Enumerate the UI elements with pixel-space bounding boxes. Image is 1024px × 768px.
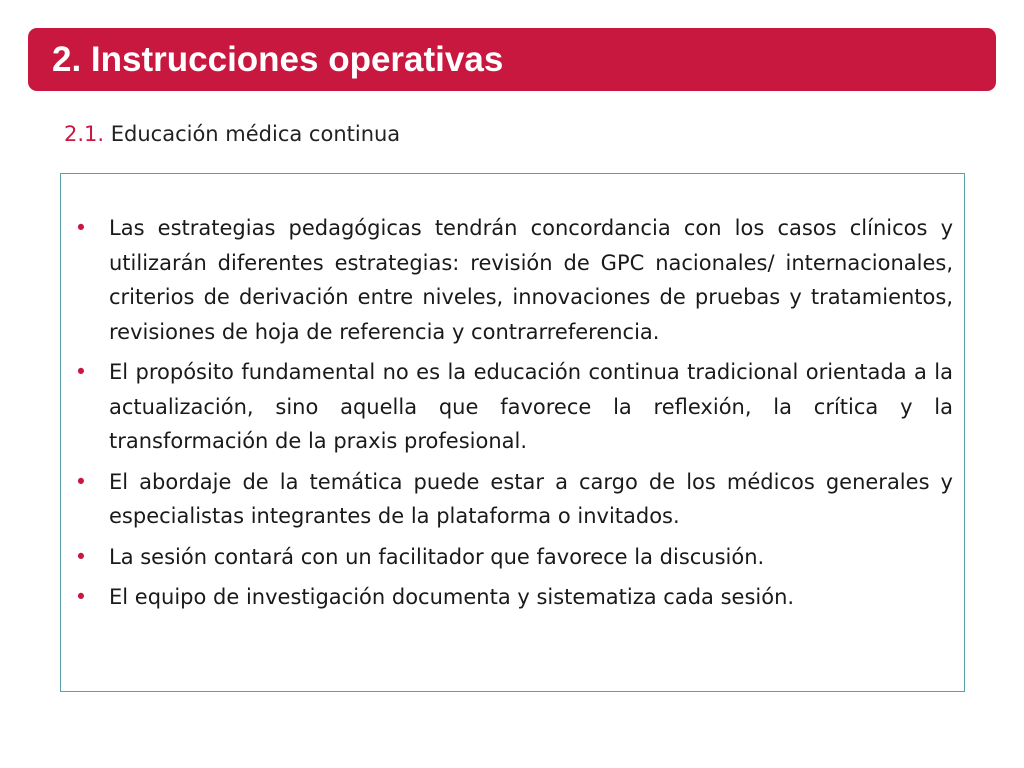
bullet-text: El equipo de investigación documenta y sistematiza cada sesión. <box>109 585 795 609</box>
bullet-text: La sesión contará con un facilitador que favorece la discusión. <box>109 544 765 569</box>
bullet-icon: • <box>74 360 88 384</box>
title-bar <box>28 28 996 91</box>
section-subtitle <box>64 119 400 149</box>
subtitle-text: Educación médica continua <box>104 122 401 146</box>
bullet-icon: • <box>74 469 88 494</box>
bullet-icon: • <box>74 544 88 569</box>
bullet-text: El propósito fundamental no es la educación continua tradicional orientada a la actualización, sino aquella que favorece la reflexión, la crítica y la transformación de la praxis profesional. <box>109 360 953 453</box>
list-item <box>61 580 964 615</box>
bullet-list <box>61 211 964 621</box>
list-item <box>61 465 964 534</box>
slide-title: 2. Instrucciones operativas <box>52 40 504 79</box>
bullet-text: El abordaje de la temática puede estar a cargo de los médicos generales y especialistas integrantes de la plataforma o invitados. <box>109 469 953 528</box>
subtitle-number: 2.1. <box>64 122 105 146</box>
list-item <box>61 211 964 349</box>
bullet-icon: • <box>74 585 88 609</box>
content-box <box>60 173 965 692</box>
bullet-text: Las estrategias pedagógicas tendrán concordancia con los casos clínicos y utilizarán diferentes estrategias: revisión de GPC nacionales/ internacionales, criterios de derivación entre niveles, innovaciones de pruebas y tratamientos, revisiones de hoja de referencia y contrarreferencia. <box>109 216 953 344</box>
bullet-icon: • <box>74 216 88 240</box>
list-item <box>61 540 964 575</box>
list-item <box>61 355 964 459</box>
